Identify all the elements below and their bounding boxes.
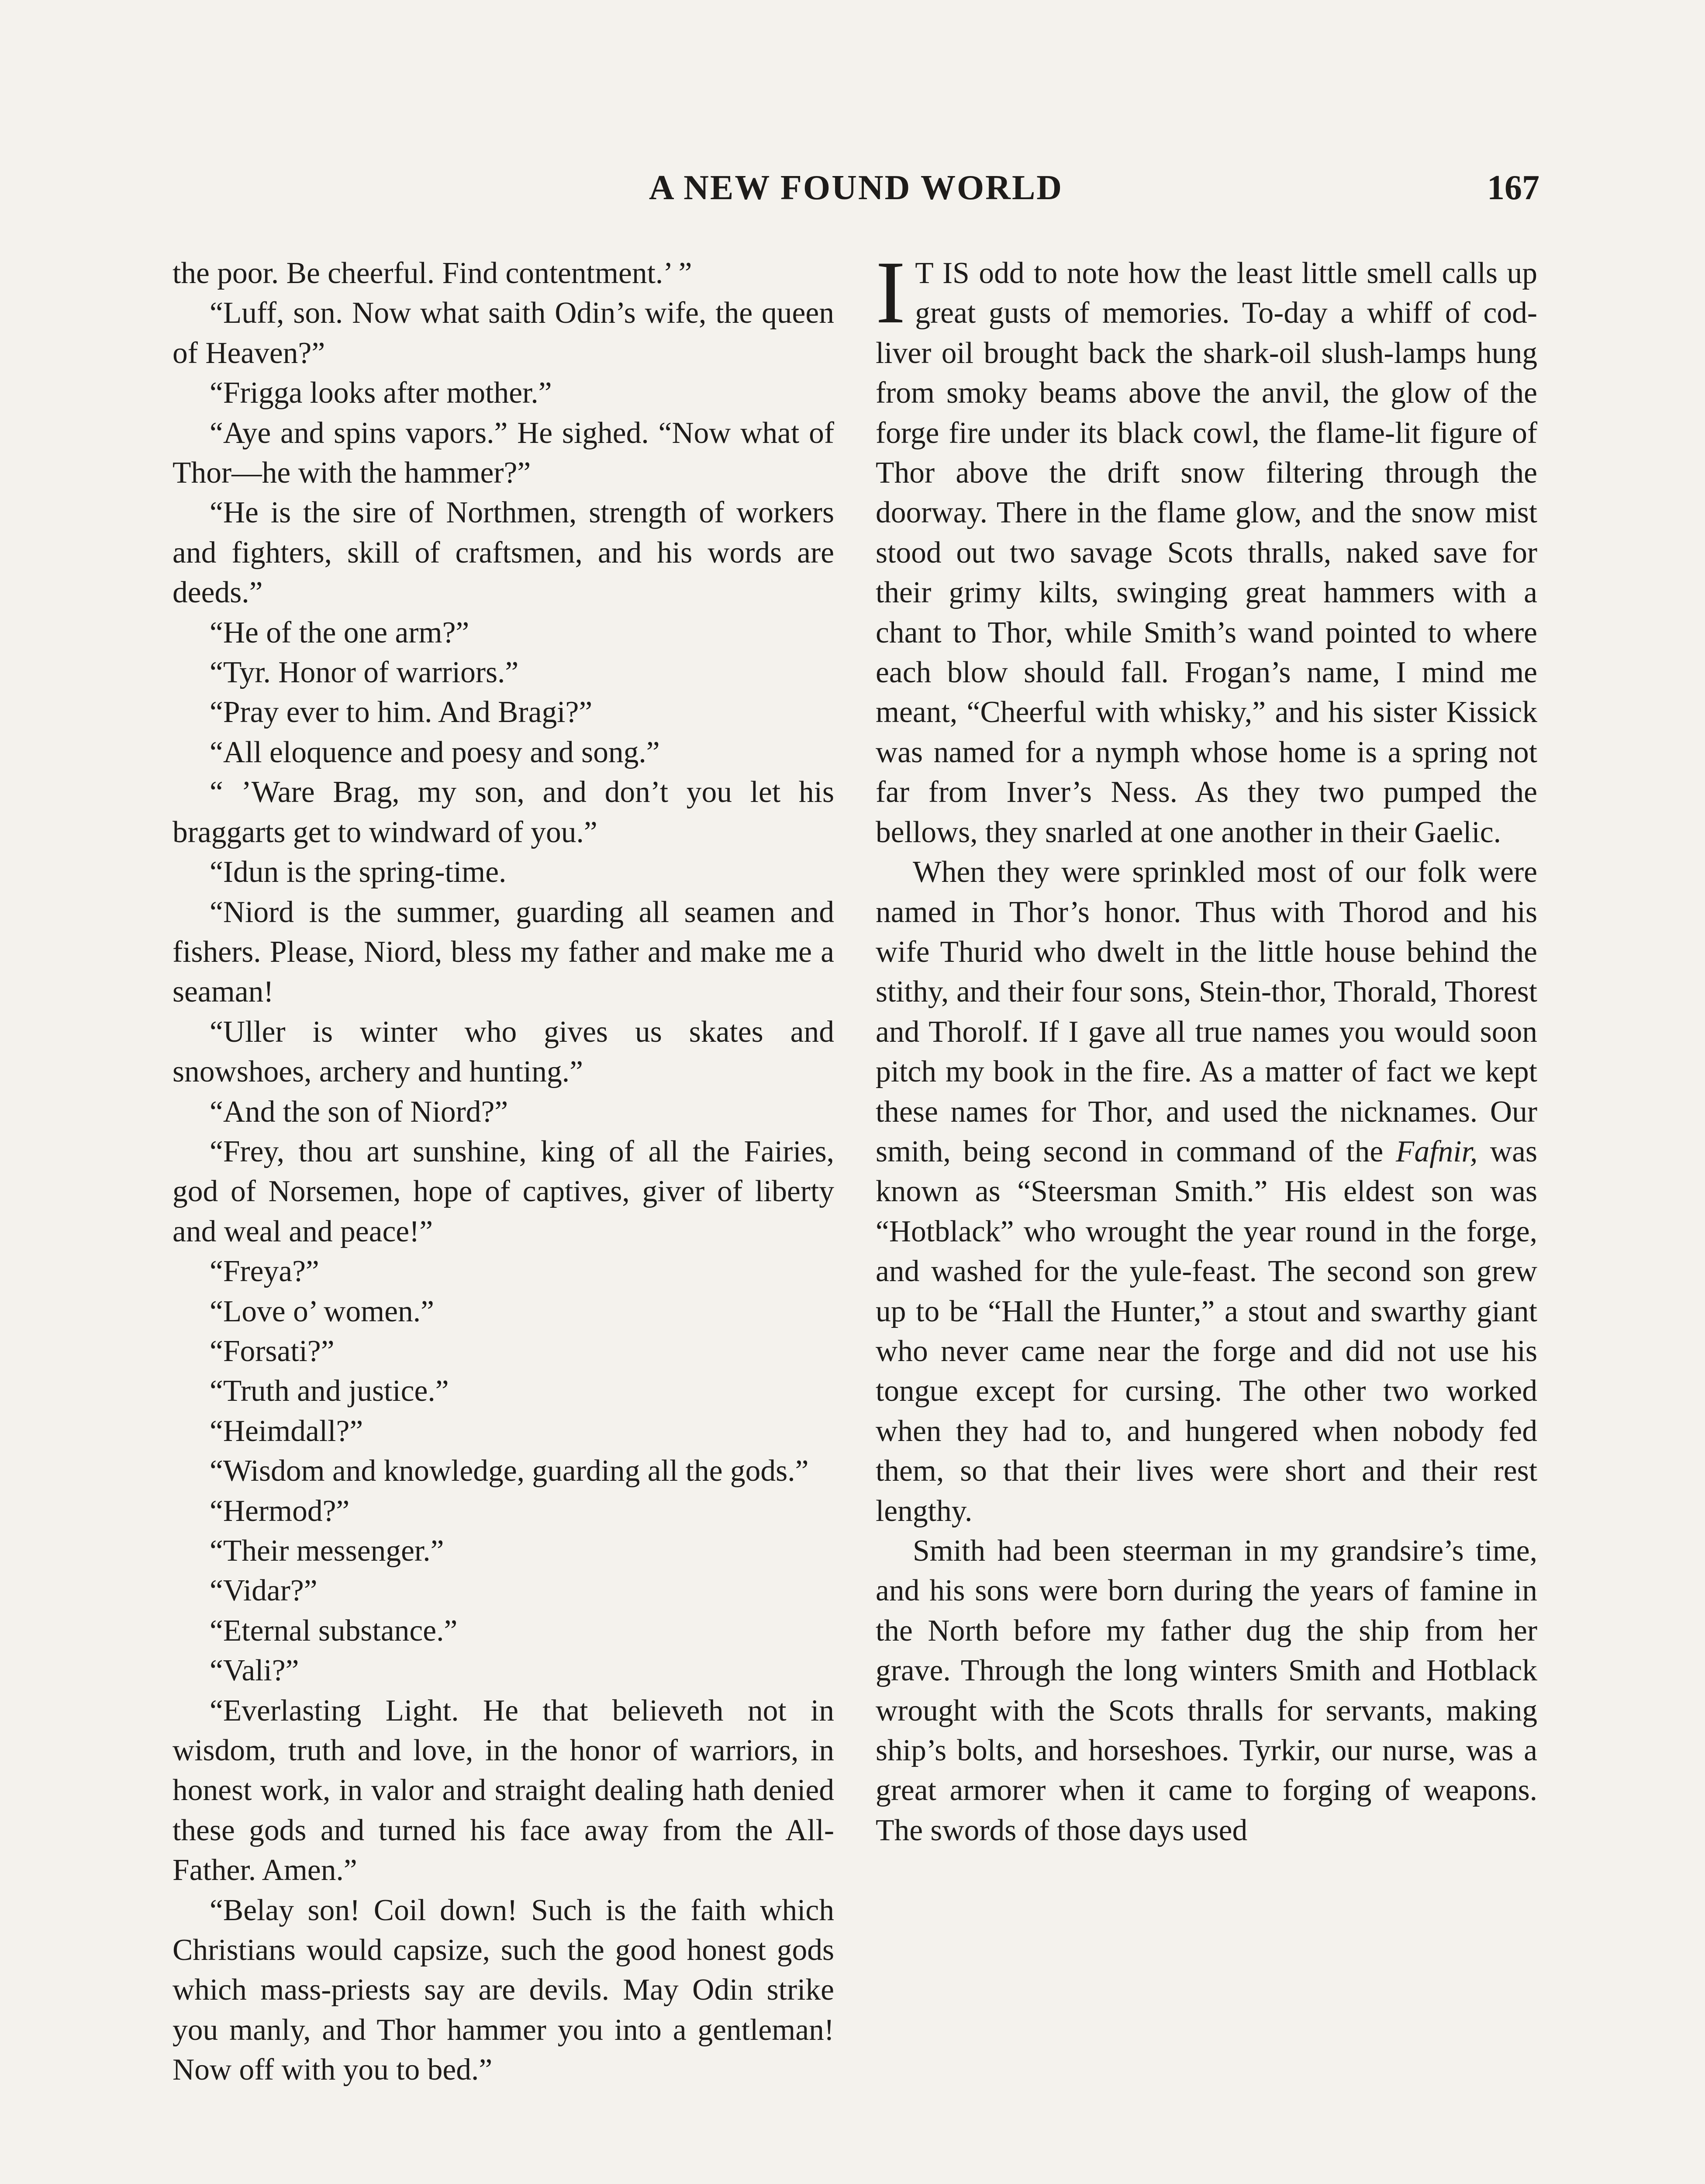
paragraph: “Tyr. Honor of warriors.” <box>210 656 519 690</box>
paragraph: “Love o’ women.” <box>210 1294 434 1328</box>
paragraph: “He of the one arm?” <box>210 615 469 650</box>
paragraph: Smith had been steerman in my grandsire’s time, and his sons were born during the years of famine in the North before my father dug the ship from her grave. Through the long winters Smith and Hotblack wrought with the Scots thralls for servants, making ship’s bolts, and horseshoes. Tyrkir, our nurse, was a great armorer when it came to forging of weapons. The swords of those days used <box>876 1534 1537 1847</box>
paragraph: “Hermod?” <box>210 1494 350 1528</box>
paragraph: “All eloquence and poesy and song.” <box>210 735 660 769</box>
drop-cap: I <box>876 243 906 342</box>
paragraph: “Vidar?” <box>210 1574 318 1608</box>
paragraph: “Heimdall?” <box>210 1414 363 1448</box>
paragraph: “Aye and spins vapors.” He sighed. “Now what of Thor—he with the hammer?” <box>173 416 834 490</box>
paragraph: “Niord is the summer, guarding all seamen and fishers. Please, Niord, bless my father and make me a seaman! <box>173 895 834 1009</box>
paragraph: “Eternal substance.” <box>210 1614 458 1648</box>
paragraph: “Vali?” <box>210 1654 299 1688</box>
page-number: 167 <box>1487 169 1539 207</box>
paragraph-text: T IS odd to note how the least little smell calls up great gusts of memories. To-day a whiff of cod-liver oil brought back the shark-oil slush-lamps hung from smoky beams above the anvil, the glow of the forge fire under its black cowl, the flame-lit figure of Thor above the drift snow filtering through the doorway. There in the flame glow, and the snow mist stood out two savage Scots thralls, naked save for their grimy kilts, swinging great hammers with a chant to Thor, while Smith’s wand pointed to where each blow should fall. Frogan’s name, I mind me meant, “Cheerful with whisky,” and his sister Kissick was named for a nymph whose home is a spring not far from Inver’s Ness. As they two pumped the bellows, they snarled at one another in their Gaelic. <box>876 256 1537 849</box>
ship-name: Fafnir, <box>1395 1134 1478 1168</box>
paragraph: the poor. Be cheerful. Find contentment.’ ” <box>173 256 692 290</box>
paragraph: “Frey, thou art sunshine, king of all the Fairies, god of Norsemen, hope of captives, giver of liberty and weal and peace!” <box>173 1134 834 1248</box>
paragraph: “Freya?” <box>210 1254 319 1289</box>
paragraph: “Forsati?” <box>210 1334 335 1368</box>
paragraph: “He is the sire of Northmen, strength of workers and fighters, skill of craftsmen, and his words are deeds.” <box>173 496 834 610</box>
paragraph: “ ’Ware Brag, my son, and don’t you let his braggarts get to windward of you.” <box>173 775 834 849</box>
paragraph <box>876 852 1537 1531</box>
left-column <box>173 253 834 2090</box>
paragraph: “Uller is winter who gives us skates and snowshoes, archery and hunting.” <box>173 1015 834 1089</box>
paragraph: “Pray ever to him. And Bragi?” <box>210 695 593 729</box>
chapter-title: A NEW FOUND WORLD <box>649 169 1063 207</box>
paragraph: “Truth and justice.” <box>210 1374 449 1408</box>
paragraph-text: When they were sprinkled most of our folk were named in Thor’s honor. Thus with Thorod and his wife Thurid who dwelt in the little house behind the stithy, and their four sons, Stein-thor, Thorald, Thorest and Thorolf. If I gave all true names you would soon pitch my book in the fire. As a matter of fact we kept these names for Thor, and used the nicknames. Our smith, being second in command of the <box>876 855 1537 1168</box>
paragraph: “Their messenger.” <box>210 1534 444 1568</box>
paragraph: “Frigga looks after mother.” <box>210 376 552 410</box>
right-column <box>876 243 1537 1850</box>
paragraph: “Wisdom and knowledge, guarding all the gods.” <box>210 1454 809 1488</box>
paragraph: “Luff, son. Now what saith Odin’s wife, the queen of Heaven?” <box>173 296 834 370</box>
paragraph: “Belay son! Coil down! Such is the faith which Christians would capsize, such the good honest gods which mass-priests say are devils. May Odin strike you manly, and Thor hammer you into a gentleman! Now off with you to bed.” <box>173 1893 834 2087</box>
opening-paragraph <box>876 243 1537 852</box>
paragraph: “Everlasting Light. He that believeth not in wisdom, truth and love, in the honor of warriors, in honest work, in valor and straight dealing hath denied these gods and turned his face away from the All-Father. Amen.” <box>173 1693 834 1887</box>
paragraph: “Idun is the spring-time. <box>210 855 507 889</box>
paragraph: “And the son of Niord?” <box>210 1095 508 1129</box>
paragraph-text: was known as “Steersman Smith.” His eldest son was “Hotblack” who wrought the year round in the forge, and washed for the yule-feast. The second son grew up to be “Hall the Hunter,” a stout and swarthy giant who never came near the forge and did not use his tongue except for cursing. The other two worked when they had to, and hungered when nobody fed them, so that their lives were short and their rest lengthy. <box>876 1134 1537 1528</box>
running-head <box>173 168 1539 221</box>
